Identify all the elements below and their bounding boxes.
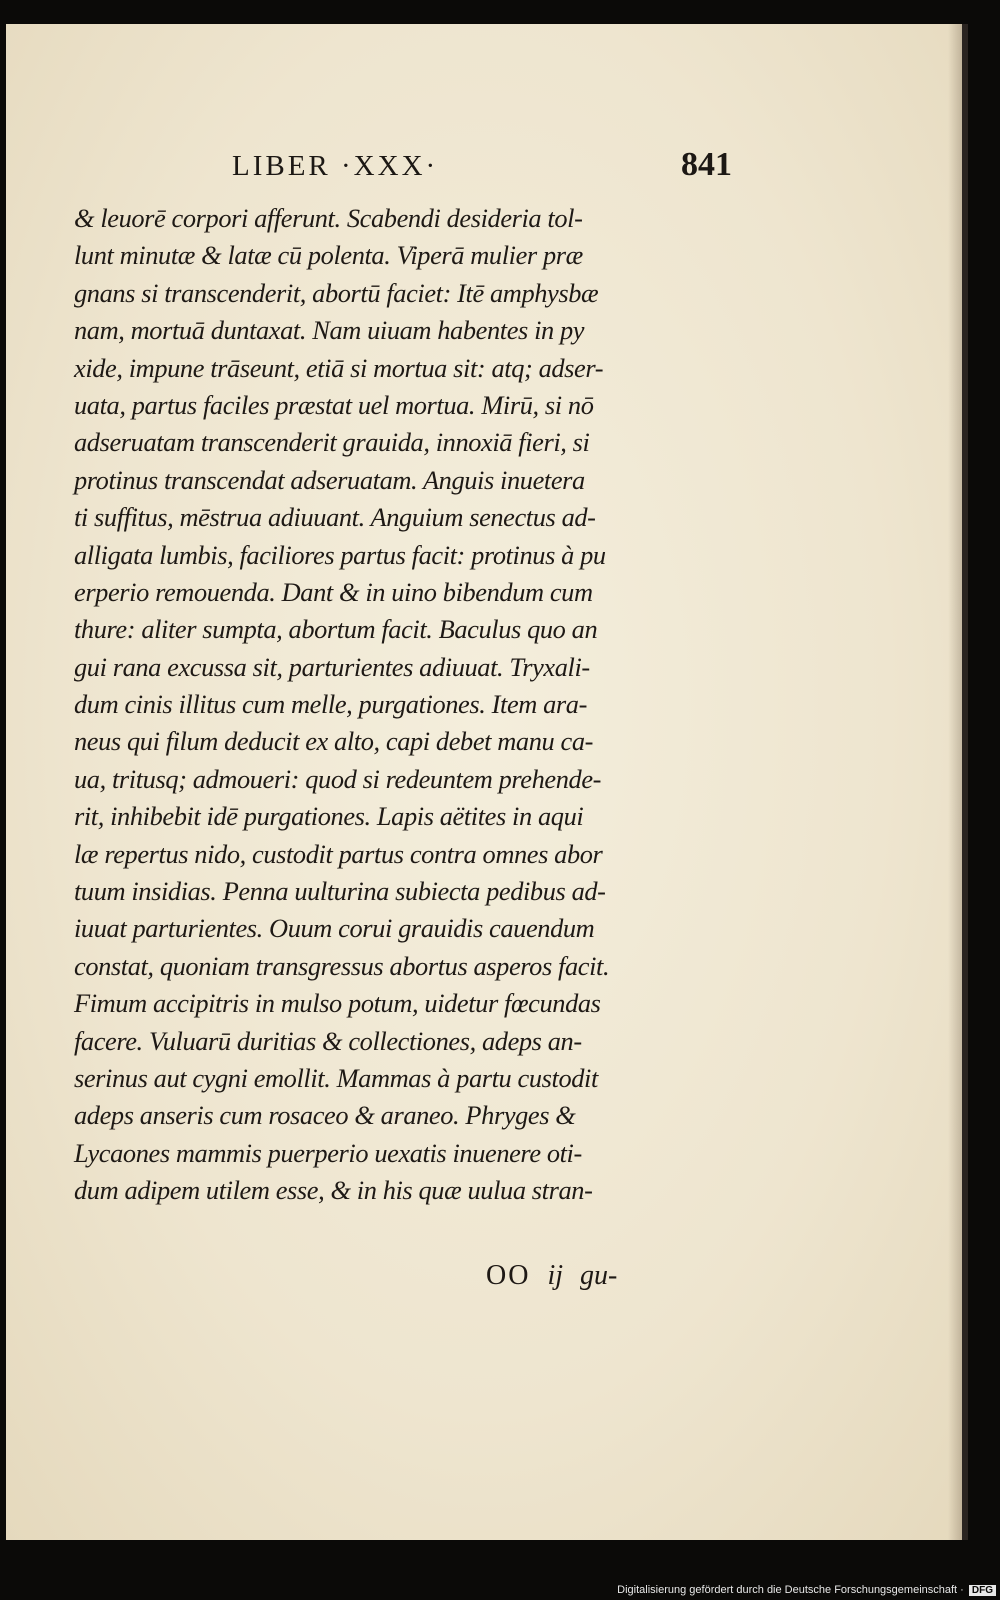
text-line: nam, mortuā duntaxat. Nam uiuam habentes in py [74,315,585,346]
running-title: LIBER ·XXX· [232,150,439,182]
text-line: Fimum accipitris in mulso potum, uidetur fœcundas [74,988,601,1019]
catchline [486,1260,617,1292]
signature-mark: OO [486,1260,531,1291]
page-header [232,146,732,190]
dfg-logo: DFG [969,1585,996,1596]
text-line: rit, inhibebit idē purgationes. Lapis aëtites in aqui [74,801,584,832]
text-line: gui rana excussa sit, parturientes adiuuat. Tryxali- [74,651,590,682]
text-line: facere. Vuluarū duritias & collectiones, adeps an- [74,1025,582,1056]
text-line: & leuorē corpori afferunt. Scabendi desideria tol- [74,203,583,233]
text-line: dum cinis illitus cum melle, purgationes. Item ara- [74,689,587,720]
signature-leaf: ij [547,1260,564,1291]
text-line: thure: aliter sumpta, abortum facit. Baculus quo an [74,614,598,645]
text-line: Lycaones mammis puerperio uexatis inuenere oti- [74,1137,582,1168]
text-line: læ repertus nido, custodit partus contra omnes abor [74,838,603,869]
text-line: constat, quoniam transgressus abortus asperos facit. [74,950,610,981]
text-line: protinus transcendat adseruatam. Anguis inuetera [74,464,585,495]
credit-text: Digitalisierung gefördert durch die Deutsche Forschungsgemeinschaft · [617,1584,964,1596]
page-edge-shadow [948,24,962,1540]
text-line: tuum insidias. Penna uulturina subiecta pedibus ad- [74,876,606,907]
text-line: ua, tritusq; admoueri: quod si redeuntem prehende- [74,763,602,794]
body-text [74,200,714,1210]
text-line: erperio remouenda. Dant & in uino bibendum cum [74,576,593,607]
text-line: lunt minutæ & latæ cū polenta. Viperā mulier præ [74,240,583,271]
text-line: adeps anseris cum rosaceo & araneo. Phryges & [74,1100,576,1131]
catchword: gu- [580,1260,618,1291]
digitization-credit [617,1584,996,1596]
text-line: neus qui filum deducit ex alto, capi debet manu ca- [74,726,594,757]
folio-number: 841 [681,146,732,183]
text-line: alligata lumbis, faciliores partus facit: protinus à pu [74,539,606,570]
text-line: gnans si transcenderit, abortū faciet: Itē amphysbæ [74,277,599,308]
book-page [6,24,968,1540]
text-line: xide, impune trāseunt, etiā si mortua sit: atq; adser- [74,352,604,383]
text-line: uata, partus faciles præstat uel mortua. Mirū, si nō [74,389,594,420]
text-line: adseruatam transcenderit grauida, innoxiā fieri, si [74,427,590,458]
text-line: serinus aut cygni emollit. Mammas à partu custodit [74,1062,598,1093]
text-line: dum adipem utilem esse, & in his quæ uulua stran- [74,1175,593,1206]
text-line: ti suffitus, mēstrua adiuuant. Anguium senectus ad- [74,502,596,533]
text-line: iuuat parturientes. Ouum corui grauidis cauendum [74,913,595,944]
